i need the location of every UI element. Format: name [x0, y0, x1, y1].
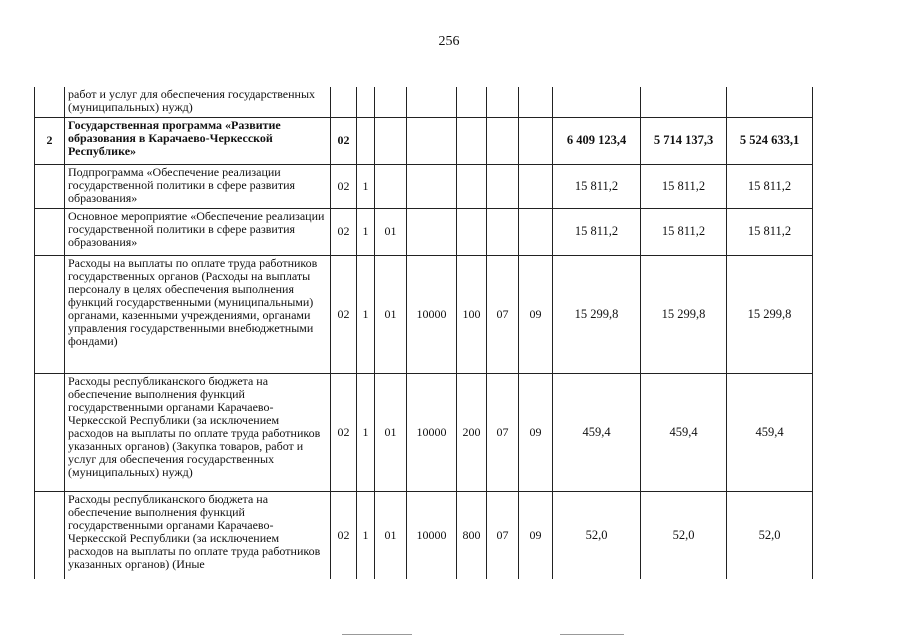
row-name: Основное мероприятие «Обеспечение реализации государственной политики в сфере развития образования»	[65, 208, 331, 255]
amount-year-2: 15 811,2	[641, 164, 727, 208]
amount-year-3	[727, 87, 813, 117]
program-code: 02	[331, 117, 357, 164]
page-number: 256	[438, 34, 460, 49]
expense-type-code	[457, 117, 487, 164]
row-number	[35, 164, 65, 208]
subsection-code	[519, 208, 553, 255]
section-code	[487, 87, 519, 117]
section-code	[487, 208, 519, 255]
amount-year-3: 459,4	[727, 373, 813, 491]
subsection-code	[519, 117, 553, 164]
activity-code: 01	[375, 491, 407, 579]
amount-year-1: 15 811,2	[553, 208, 641, 255]
amount-year-1: 15 299,8	[553, 255, 641, 373]
table-row	[35, 164, 813, 208]
amount-year-2: 52,0	[641, 491, 727, 579]
table-row	[35, 87, 813, 117]
expense-type-code: 200	[457, 373, 487, 491]
expense-type-code: 800	[457, 491, 487, 579]
amount-year-2	[641, 87, 727, 117]
subsection-code: 09	[519, 491, 553, 579]
table-row	[35, 373, 813, 491]
amount-year-3: 15 811,2	[727, 208, 813, 255]
table-row	[35, 208, 813, 255]
program-code: 02	[331, 373, 357, 491]
subprogram-code	[357, 87, 375, 117]
subsection-code	[519, 164, 553, 208]
amount-year-1	[553, 87, 641, 117]
subprogram-code: 1	[357, 491, 375, 579]
subsection-code: 09	[519, 373, 553, 491]
section-code	[487, 117, 519, 164]
subprogram-code	[357, 117, 375, 164]
expense-type-code: 100	[457, 255, 487, 373]
activity-code	[375, 164, 407, 208]
subprogram-code: 1	[357, 208, 375, 255]
direction-code: 10000	[407, 373, 457, 491]
program-code: 02	[331, 208, 357, 255]
table-row	[35, 491, 813, 579]
amount-year-2: 15 299,8	[641, 255, 727, 373]
amount-year-3: 52,0	[727, 491, 813, 579]
program-code: 02	[331, 255, 357, 373]
program-code: 02	[331, 491, 357, 579]
subsection-code: 09	[519, 255, 553, 373]
section-code	[487, 164, 519, 208]
direction-code: 10000	[407, 491, 457, 579]
amount-year-2: 459,4	[641, 373, 727, 491]
amount-year-1: 6 409 123,4	[553, 117, 641, 164]
row-number	[35, 87, 65, 117]
amount-year-1: 52,0	[553, 491, 641, 579]
amount-year-3: 15 811,2	[727, 164, 813, 208]
direction-code	[407, 117, 457, 164]
row-name: Расходы республиканского бюджета на обеспечение выполнения функций государственными органами Карачаево-Черкесской Республики (за исключением расходов на выплаты по оплате труда работников указанных органов) (Закупка товаров, работ и услуг для обеспечения государственных (муниципальных) нужд)	[65, 373, 331, 491]
row-name: работ и услуг для обеспечения государственных (муниципальных) нужд)	[65, 87, 331, 117]
activity-code: 01	[375, 208, 407, 255]
row-number	[35, 208, 65, 255]
table-row	[35, 117, 813, 164]
activity-code	[375, 117, 407, 164]
direction-code: 10000	[407, 255, 457, 373]
subprogram-code: 1	[357, 373, 375, 491]
section-code: 07	[487, 373, 519, 491]
subprogram-code: 1	[357, 255, 375, 373]
table-row	[35, 255, 813, 373]
direction-code	[407, 208, 457, 255]
amount-year-1: 459,4	[553, 373, 641, 491]
amount-year-3: 5 524 633,1	[727, 117, 813, 164]
row-number	[35, 491, 65, 579]
amount-year-1: 15 811,2	[553, 164, 641, 208]
row-number: 2	[35, 117, 65, 164]
row-number	[35, 373, 65, 491]
direction-code	[407, 87, 457, 117]
direction-code	[407, 164, 457, 208]
section-code: 07	[487, 491, 519, 579]
section-code: 07	[487, 255, 519, 373]
activity-code: 01	[375, 255, 407, 373]
scan-artifact	[560, 634, 624, 635]
scan-artifact	[342, 634, 412, 635]
expense-type-code	[457, 208, 487, 255]
row-name: Государственная программа «Развитие образования в Карачаево-Черкесской Республике»	[65, 117, 331, 164]
expense-type-code	[457, 87, 487, 117]
amount-year-3: 15 299,8	[727, 255, 813, 373]
subprogram-code: 1	[357, 164, 375, 208]
expense-type-code	[457, 164, 487, 208]
row-number	[35, 255, 65, 373]
activity-code: 01	[375, 373, 407, 491]
row-name: Подпрограмма «Обеспечение реализации государственной политики в сфере развития образования»	[65, 164, 331, 208]
activity-code	[375, 87, 407, 117]
program-code	[331, 87, 357, 117]
row-name: Расходы республиканского бюджета на обеспечение выполнения функций государственными органами Карачаево-Черкесской Республики (за исключением расходов на выплаты по оплате труда работников указанных органов) (Иные	[65, 491, 331, 579]
program-code: 02	[331, 164, 357, 208]
budget-table	[34, 87, 813, 579]
subsection-code	[519, 87, 553, 117]
amount-year-2: 15 811,2	[641, 208, 727, 255]
amount-year-2: 5 714 137,3	[641, 117, 727, 164]
row-name: Расходы на выплаты по оплате труда работников государственных органов (Расходы на выплаты персоналу в целях обеспечения выполнения функций государственными (муниципальными) органами, казенными учреждениями, органами управления государственными внебюджетными фондами)	[65, 255, 331, 373]
